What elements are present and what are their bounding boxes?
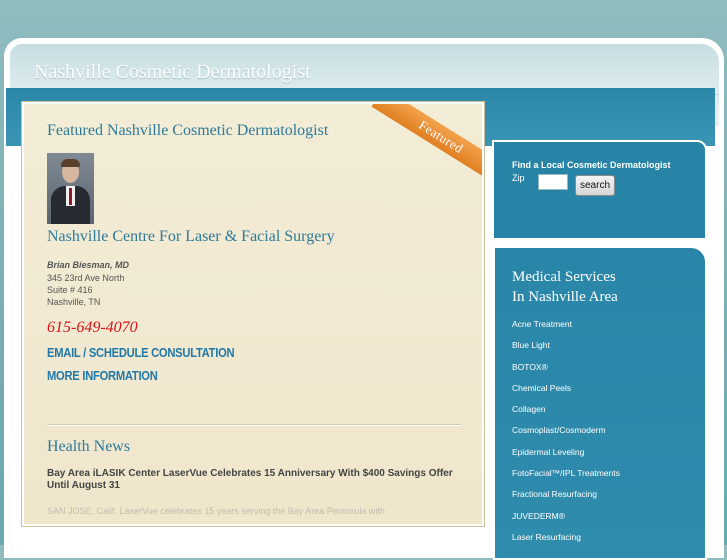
service-link-cosmoplast[interactable]: Cosmoplast/Cosmoderm	[512, 425, 606, 436]
finder-title: Find a Local Cosmetic Dermatologist	[512, 160, 671, 170]
service-item	[512, 404, 620, 425]
more-information-link[interactable]: MORE INFORMATION	[47, 368, 158, 383]
service-item	[512, 425, 620, 446]
medical-services-box	[493, 246, 707, 560]
featured-ribbon: Featured	[372, 102, 484, 186]
doctor-name: Brian Biesman, MD	[47, 260, 130, 270]
find-dermatologist-box	[492, 140, 707, 240]
services-list	[512, 319, 620, 553]
service-link-laser-resurfacing[interactable]: Laser Resurfacing	[512, 531, 581, 542]
service-link-collagen[interactable]: Collagen	[512, 404, 546, 415]
service-item	[512, 468, 620, 489]
clinic-name-link[interactable]: Nashville Centre For Laser & Facial Surgery	[47, 228, 335, 245]
zip-input[interactable]	[538, 174, 568, 190]
news-headline-link[interactable]: Bay Area iLASIK Center LaserVue Celebrates 15 Anniversary With $400 Savings Offer Until August 31	[47, 468, 453, 491]
health-news-heading: Health News	[47, 438, 131, 455]
service-item	[512, 362, 620, 383]
service-item	[512, 383, 620, 404]
service-link-epidermal-leveling[interactable]: Epidermal Leveling	[512, 446, 585, 457]
service-link-juvederm[interactable]: JUVEDERM®	[512, 510, 566, 521]
email-schedule-link[interactable]: EMAIL / SCHEDULE CONSULTATION	[47, 345, 235, 360]
service-item	[512, 489, 620, 510]
service-item	[512, 511, 620, 532]
section-divider	[47, 424, 461, 426]
services-title-line-2: In Nashville Area	[512, 289, 618, 305]
service-item	[512, 447, 620, 468]
address-line-3: Nashville, TN	[47, 297, 101, 307]
doctor-photo[interactable]	[47, 153, 94, 224]
service-link-blue-light[interactable]: Blue Light	[512, 340, 550, 351]
service-link-fractional-resurfacing[interactable]: Fractional Resurfacing	[512, 489, 598, 500]
services-title	[512, 267, 618, 307]
phone-number[interactable]: 615-649-4070	[47, 319, 138, 336]
service-item	[512, 340, 620, 361]
service-link-chemical-peels[interactable]: Chemical Peels	[512, 382, 572, 393]
news-teaser: SAN JOSE, Calif. LaserVue celebrates 15 years serving the Bay Area Peninsula with	[47, 506, 385, 516]
service-link-botox[interactable]: BOTOX®	[512, 361, 548, 372]
address-line-1: 345 23rd Ave North	[47, 273, 125, 283]
service-item	[512, 319, 620, 340]
site-title[interactable]: Nashville Cosmetic Dermatologist	[34, 61, 311, 83]
zip-label: Zip	[512, 173, 525, 183]
service-item	[512, 532, 620, 553]
service-link-fotofacial[interactable]: FotoFacial™/IPL Treatments	[512, 468, 620, 479]
service-link-acne-treatment[interactable]: Acne Treatment	[512, 319, 573, 329]
featured-panel	[22, 102, 484, 526]
services-title-line-1: Medical Services	[512, 269, 616, 285]
featured-heading: Featured Nashville Cosmetic Dermatologist	[47, 122, 329, 139]
address-line-2: Suite # 416	[47, 285, 93, 295]
search-button[interactable]: search	[575, 175, 615, 196]
